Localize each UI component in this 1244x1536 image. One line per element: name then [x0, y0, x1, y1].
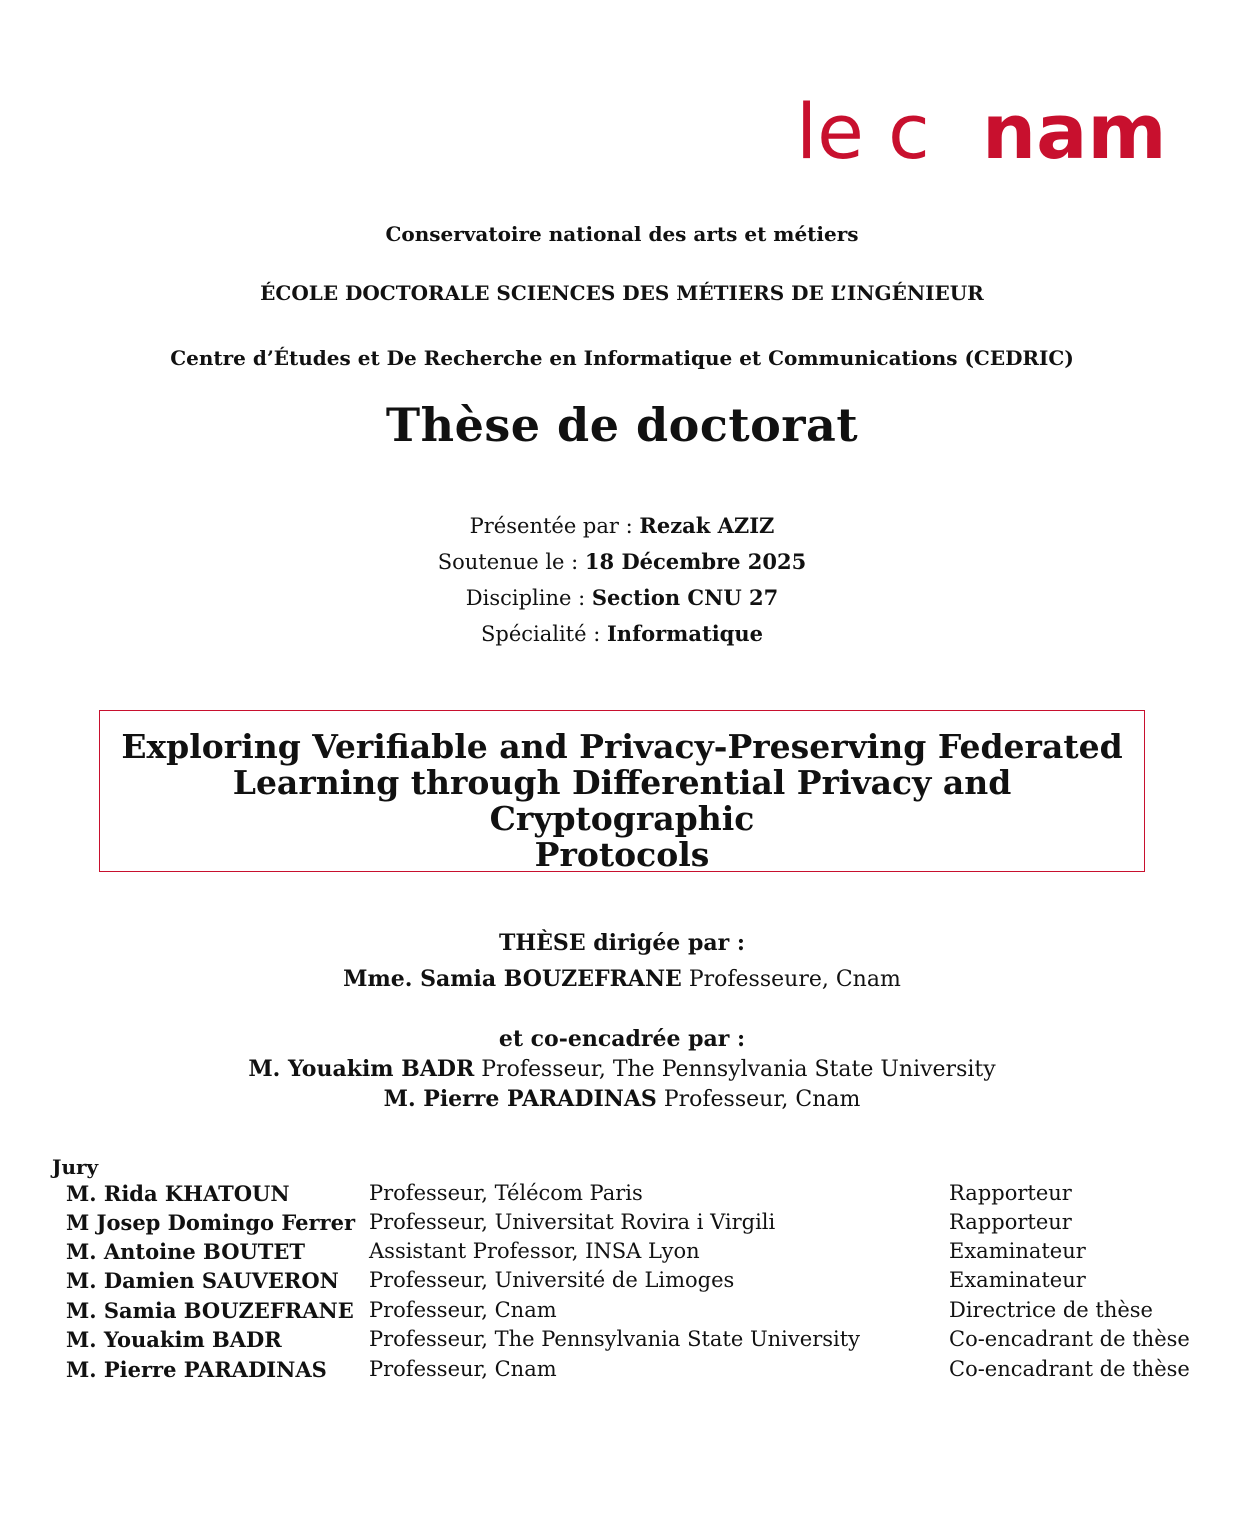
jury-member-role: Rapporteur: [949, 1210, 1072, 1234]
specialty-value: Informatique: [606, 621, 763, 646]
director-title: Professeure, Cnam: [681, 967, 901, 992]
director: [0, 966, 1244, 992]
institution-name: Conservatoire national des arts et métiers: [385, 222, 859, 246]
defended-label: Soutenue le :: [437, 550, 585, 574]
co-supervision-heading: et co-encadrée par :: [498, 1026, 746, 1052]
jury-member-name: M. Youakim BADR: [66, 1327, 282, 1352]
jury-member-position: Professeur, The Pennsylvania State University: [369, 1327, 861, 1351]
jury-label: Jury: [52, 1155, 99, 1179]
jury-row: [0, 1181, 1244, 1210]
co-supervisor-name: M. Youakim BADR: [248, 1056, 475, 1082]
jury-row: [0, 1357, 1244, 1386]
jury-member-position: Professeur, Cnam: [369, 1298, 557, 1322]
research-centre: Centre d’Études et De Recherche en Informatique et Communications (CEDRIC): [170, 346, 1074, 370]
jury-member-position: Professeur, Universitat Rovira i Virgili: [369, 1210, 776, 1234]
thesis-title-box: [99, 710, 1145, 872]
jury-member-role: Co-encadrant de thèse: [949, 1327, 1190, 1351]
co-supervisor-title: Professeur, The Pennsylvania State University: [474, 1057, 996, 1082]
jury-member-role: Examinateur: [949, 1268, 1086, 1292]
discipline-value: Section CNU 27: [591, 585, 779, 610]
thesis-title: [100, 729, 1144, 873]
presented-by: [0, 513, 1244, 538]
jury-member-name: M. Damien SAUVERON: [66, 1268, 339, 1293]
cnam-logo-graphic: [796, 87, 1167, 176]
jury-row: [0, 1210, 1244, 1239]
thesis-title-line: Protocols: [534, 835, 710, 874]
jury-member-role: Directrice de thèse: [949, 1298, 1153, 1322]
director-name: Mme. Samia BOUZEFRANE: [343, 966, 682, 992]
page-title: Thèse de doctorat: [385, 398, 859, 452]
jury-member-role: Rapporteur: [949, 1181, 1072, 1205]
cnam-logo: [796, 87, 1167, 176]
co-supervisor-title: Professeur, Cnam: [656, 1087, 861, 1112]
thesis-title-line: Exploring Verifiable and Privacy-Preserving Federated: [121, 727, 1123, 766]
co-supervisor-name: M. Pierre PARADINAS: [383, 1086, 657, 1112]
defense-date: [0, 549, 1244, 574]
logo-text-light: le c: [796, 87, 930, 176]
specialty: [0, 621, 1244, 646]
jury-member-position: Professeur, Télécom Paris: [369, 1181, 643, 1205]
jury-member-role: Examinateur: [949, 1239, 1086, 1263]
jury-row: [0, 1268, 1244, 1297]
jury-member-position: Professeur, Université de Limoges: [369, 1268, 735, 1292]
jury-member-name: M. Samia BOUZEFRANE: [66, 1298, 354, 1323]
thesis-title-line: Learning through Differential Privacy and Cryptographic: [232, 763, 1012, 838]
discipline-label: Discipline :: [465, 586, 592, 610]
jury-row: [0, 1298, 1244, 1327]
direction-heading: THÈSE dirigée par :: [499, 930, 745, 956]
doctoral-school: ÉCOLE DOCTORALE SCIENCES DES MÉTIERS DE L’INGÉNIEUR: [260, 281, 984, 305]
jury-member-name: M. Pierre PARADINAS: [66, 1357, 327, 1382]
co-supervisor: [0, 1056, 1244, 1082]
jury-member-name: M Josep Domingo Ferrer: [66, 1210, 356, 1235]
jury-member-position: Assistant Professor, INSA Lyon: [369, 1239, 700, 1263]
specialty-label: Spécialité :: [481, 622, 607, 646]
discipline: [0, 585, 1244, 610]
jury-row: [0, 1327, 1244, 1356]
jury-member-role: Co-encadrant de thèse: [949, 1357, 1190, 1381]
co-supervisor: [0, 1086, 1244, 1112]
presented-value: Rezak AZIZ: [639, 513, 775, 538]
logo-text-bold: nam: [982, 87, 1167, 176]
jury-member-name: M. Rida KHATOUN: [66, 1181, 290, 1206]
jury-member-name: M. Antoine BOUTET: [66, 1239, 306, 1264]
jury-member-position: Professeur, Cnam: [369, 1357, 557, 1381]
jury-row: [0, 1239, 1244, 1268]
defended-value: 18 Décembre 2025: [584, 549, 807, 574]
presented-label: Présentée par :: [469, 514, 640, 538]
